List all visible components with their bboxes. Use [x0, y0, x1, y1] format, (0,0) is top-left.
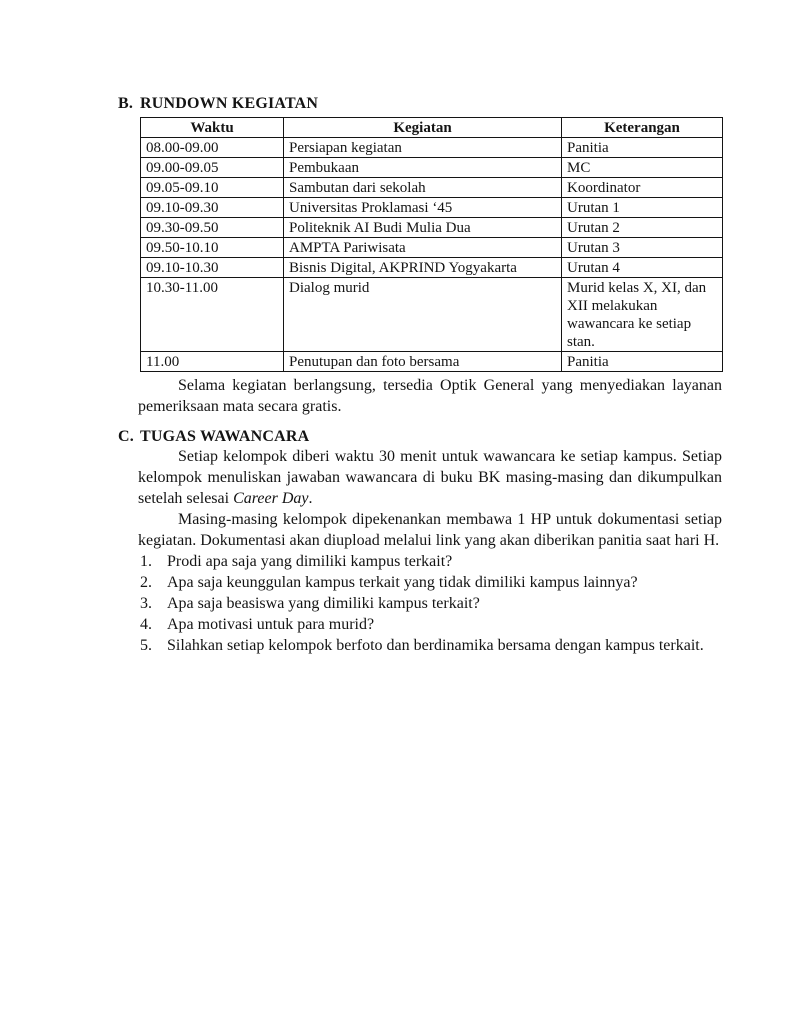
- list-item: [140, 572, 722, 593]
- tugas-paragraph-2: Masing-masing kelompok dipekenankan membawa 1 HP untuk dokumentasi setiap kegiatan. Dokumentasi akan diupload melalui link yang akan diberikan panitia saat hari H.: [138, 511, 722, 549]
- table-row: [141, 218, 723, 238]
- table-row: [141, 278, 723, 352]
- section-b-label: B.: [118, 95, 134, 112]
- list-item: [140, 593, 722, 614]
- note-paragraph: Selama kegiatan berlangsung, tersedia Optik General yang menyediakan layanan pemeriksaan mata secara gratis.: [138, 377, 722, 415]
- list-item-number: 4.: [140, 616, 152, 633]
- table-row: [141, 178, 723, 198]
- header-kegiatan: Kegiatan: [284, 118, 562, 138]
- cell-keterangan: MC: [562, 158, 723, 178]
- section-tugas-wawancara: [118, 427, 722, 656]
- cell-waktu: 09.05-09.10: [141, 178, 284, 198]
- cell-waktu: 11.00: [141, 352, 284, 372]
- section-b-heading: [118, 94, 722, 113]
- list-item-number: 1.: [140, 553, 152, 570]
- cell-kegiatan: Dialog murid: [284, 278, 562, 352]
- section-b-title: RUNDOWN KEGIATAN: [140, 95, 319, 112]
- cell-waktu: 09.00-09.05: [141, 158, 284, 178]
- cell-kegiatan: Bisnis Digital, AKPRIND Yogyakarta: [284, 258, 562, 278]
- cell-waktu: 09.10-10.30: [141, 258, 284, 278]
- table-header-row: [141, 118, 723, 138]
- cell-kegiatan: AMPTA Pariwisata: [284, 238, 562, 258]
- list-item: [140, 551, 722, 572]
- table-row: [141, 258, 723, 278]
- cell-keterangan: Urutan 2: [562, 218, 723, 238]
- cell-kegiatan: Politeknik AI Budi Mulia Dua: [284, 218, 562, 238]
- section-c-title: TUGAS WAWANCARA: [140, 428, 310, 445]
- list-item-number: 5.: [140, 637, 152, 654]
- tugas-paragraph-1: [138, 446, 722, 509]
- section-c-heading: [118, 427, 722, 446]
- section-rundown-kegiatan: [118, 94, 722, 417]
- question-list: [140, 551, 722, 656]
- cell-keterangan: Murid kelas X, XI, dan XII melakukan wawancara ke setiap stan.: [562, 278, 723, 352]
- list-item-text: Silahkan setiap kelompok berfoto dan berdinamika bersama dengan kampus terkait.: [167, 637, 704, 654]
- cell-waktu: 09.50-10.10: [141, 238, 284, 258]
- header-waktu: Waktu: [141, 118, 284, 138]
- cell-kegiatan: Universitas Proklamasi ‘45: [284, 198, 562, 218]
- cell-kegiatan: Penutupan dan foto bersama: [284, 352, 562, 372]
- table-row: [141, 138, 723, 158]
- section-c-label: C.: [118, 428, 134, 445]
- list-item-text: Apa saja beasiswa yang dimiliki kampus terkait?: [167, 595, 480, 612]
- cell-waktu: 10.30-11.00: [141, 278, 284, 352]
- list-item: [140, 614, 722, 635]
- list-item-text: Apa motivasi untuk para murid?: [167, 616, 375, 633]
- cell-kegiatan: Pembukaan: [284, 158, 562, 178]
- cell-keterangan: Koordinator: [562, 178, 723, 198]
- header-keterangan: Keterangan: [562, 118, 723, 138]
- cell-waktu: 09.30-09.50: [141, 218, 284, 238]
- list-item: [140, 635, 722, 656]
- paragraph-text: .: [308, 490, 313, 507]
- cell-kegiatan: Sambutan dari sekolah: [284, 178, 562, 198]
- table-row: [141, 158, 723, 178]
- table-row: [141, 352, 723, 372]
- list-item-number: 2.: [140, 574, 152, 591]
- career-day-italic: Career Day: [233, 490, 309, 507]
- cell-keterangan: Panitia: [562, 352, 723, 372]
- cell-waktu: 08.00-09.00: [141, 138, 284, 158]
- cell-kegiatan: Persiapan kegiatan: [284, 138, 562, 158]
- table-row: [141, 198, 723, 218]
- rundown-table: [140, 117, 723, 372]
- cell-keterangan: Panitia: [562, 138, 723, 158]
- cell-keterangan: Urutan 1: [562, 198, 723, 218]
- list-item-text: Prodi apa saja yang dimiliki kampus terkait?: [167, 553, 453, 570]
- paragraph-text: Setiap kelompok diberi waktu 30 menit untuk wawancara ke setiap kampus. Setiap kelompok menuliskan jawaban wawancara di buku BK masing-masing dan dikumpulkan setelah selesai: [138, 448, 722, 507]
- cell-waktu: 09.10-09.30: [141, 198, 284, 218]
- table-row: [141, 238, 723, 258]
- list-item-text: Apa saja keunggulan kampus terkait yang tidak dimiliki kampus lainnya?: [167, 574, 638, 591]
- list-item-number: 3.: [140, 595, 152, 612]
- cell-keterangan: Urutan 4: [562, 258, 723, 278]
- cell-keterangan: Urutan 3: [562, 238, 723, 258]
